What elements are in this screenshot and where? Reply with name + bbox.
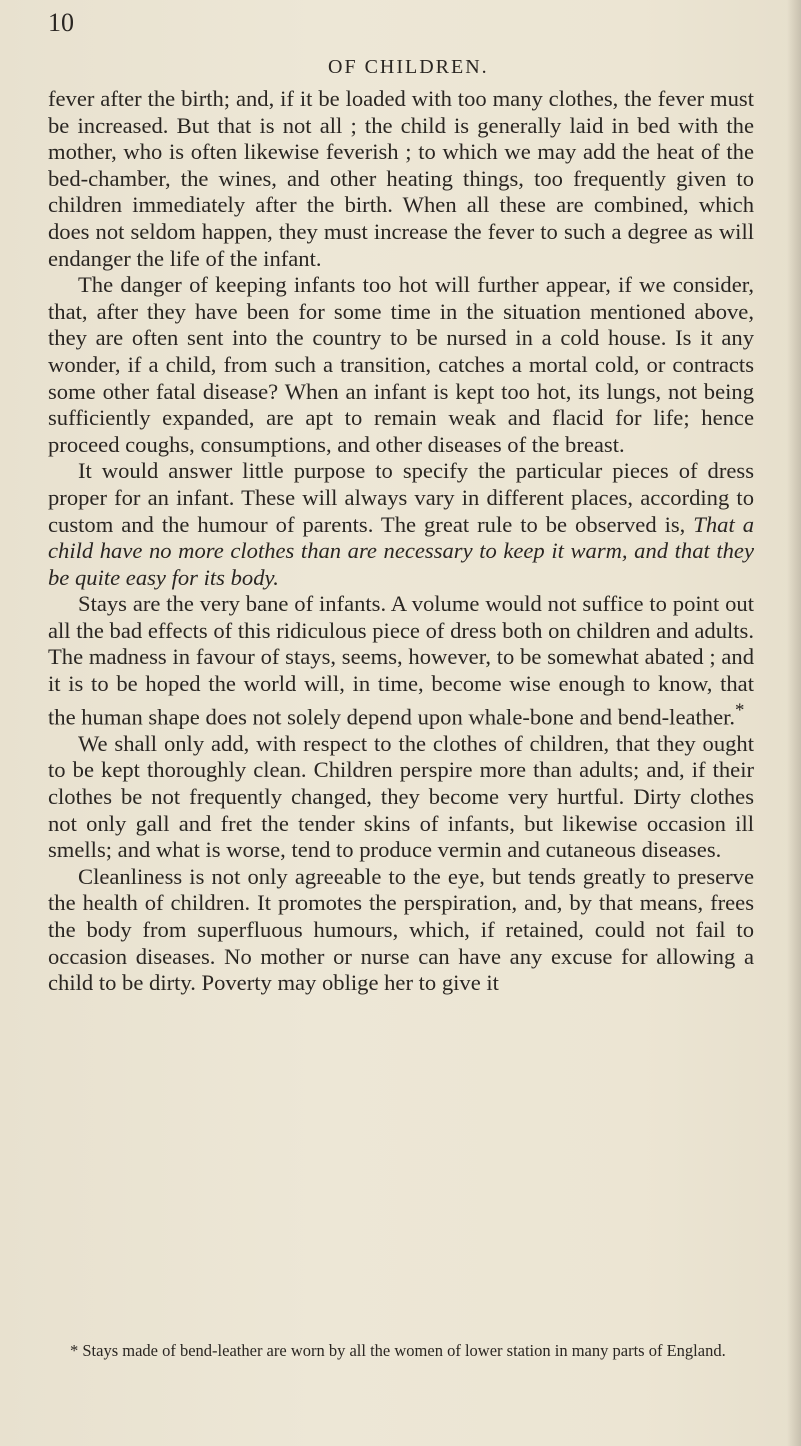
paragraph: Cleanliness is not only agreeable to the eye, but tends greatly to preserve the health of children. It promotes the perspiration, and, by that means, frees the body from superfluous humours, which, if retained, could not fail to occasion diseases. No mother or nurse can have any excuse for allowing a child to be dirty. Poverty may oblige her to give it — [48, 863, 754, 996]
paragraph: fever after the birth; and, if it be loaded with too many clothes, the fever must be increased. But that is not all ; the child is generally laid in bed with the mother, who is often likewise feverish ; to which we may add the heat of the bed-chamber, the wines, and other heating things, too frequently given to children immediately after the birth. When all these are combined, which does not seldom happen, they must increase the fever to such a degree as will endanger the life of the infant. — [48, 86, 754, 271]
footnote: * Stays made of bend-leather are worn by all the women of lower station in many parts of England. — [70, 1341, 726, 1360]
paragraph: The danger of keeping infants too hot will further appear, if we consider, that, after they have been for some time in the situation mentioned above, they are often sent into the country to be nursed in a cold house. Is it any wonder, if a child, from such a transition, catches a mortal cold, or contracts some other fatal disease? When an infant is kept too hot, its lungs, not being sufficiently expanded, are apt to remain weak and flacid for life; hence proceed coughs, consumptions, and other diseases of the breast. — [48, 272, 754, 457]
italic-maxim: That a child have no more clothes than are necessary to keep it warm, and that they be quite easy for its body. — [48, 511, 754, 590]
paragraph: We shall only add, with respect to the clothes of children, that they ought to be kept thoroughly clean. Children perspire more than adults; and, if their clothes be not frequently changed, they become very hurtful. Dirty clothes not only gall and fret the tender skins of infants, but likewise occasion ill smells; and what is worse, tend to produce vermin and cutaneous diseases. — [48, 730, 754, 863]
footnote-marker: * — [735, 699, 745, 721]
paragraph — [48, 591, 754, 731]
page-header — [48, 4, 748, 78]
page-number: 10 — [48, 8, 74, 37]
paragraph-text: Stays are the very bane of infants. A volume would not suffice to point out all the bad effects of this ridiculous piece of dress both on children and adults. The madness in favour of stays, seems, however, to be somewhat abated ; and it is to be hoped the world will, in time, become wise enough to know, that the human shape does not solely depend upon whale-bone and bend-leather. — [48, 591, 754, 730]
paragraph — [48, 458, 754, 591]
body-text — [48, 86, 754, 997]
running-head: OF CHILDREN. — [328, 56, 489, 78]
page-edge-shadow — [787, 0, 801, 1446]
paragraph-text: It would answer little purpose to specify the particular pieces of dress proper for an infant. These will always vary in different places, according to custom and the humour of parents. The great rule to be observed is, — [48, 458, 754, 537]
